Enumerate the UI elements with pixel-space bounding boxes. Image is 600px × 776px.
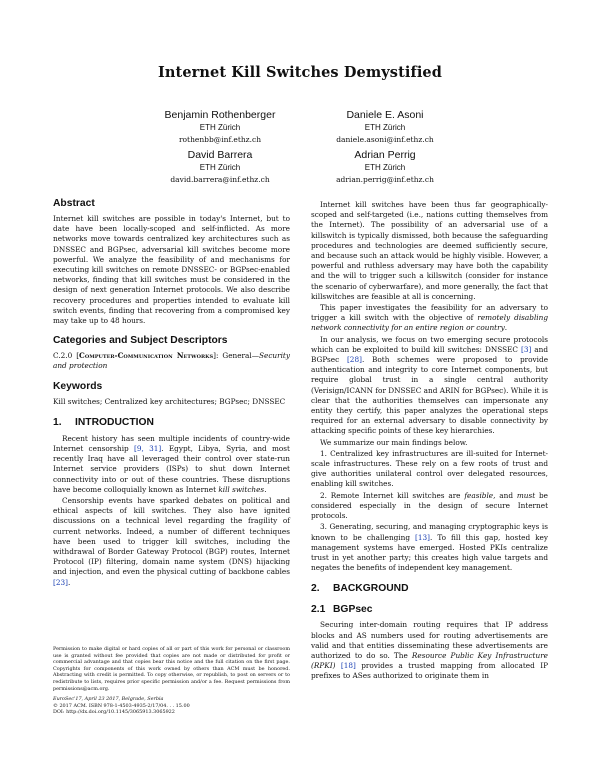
introduction-heading: 1. INTRODUCTION (53, 416, 154, 428)
author-name: Adrian Perrig (354, 149, 416, 161)
finding-item: 1. Centralized key infrastructures are ill-suited for Internet-scale infrastructures. These rely on a few roots of trust and give authorities unilateral control over delegated resources, enabling kill switches. (311, 448, 548, 489)
author-affiliation: ETH Zürich (364, 123, 406, 132)
copyright-line: © 2017 ACM. ISBN 978-1-4503-4935-2/17/04. . . 15.00 (53, 702, 190, 709)
citation-link[interactable]: [28] (346, 355, 362, 365)
intro-paragraph: Recent history has seen multiple incidents of country-wide Internet censorship [9, 31]. Egypt, Libya, Syria, and most recently Iraq have all leveraged their control over state-run Internet service providers (ISPs) to shut down Internet connectivity into or out of these countries. These disruptions have become colloquially known as Internet kill switches. (53, 433, 290, 494)
author-email: adrian.perrig@inf.ethz.ch (336, 175, 434, 184)
keywords-heading: Keywords (53, 380, 103, 392)
author-block (135, 149, 305, 185)
author-email: david.barrera@inf.ethz.ch (170, 175, 270, 184)
finding-item: 2. Remote Internet kill switches are feasible, and must be considered especially in the design of secure Internet protocols. (311, 490, 549, 521)
categories-text: C.2.0 [Computer-Communication Networks]: General—Security and protection (53, 351, 290, 371)
right-column (311, 200, 548, 683)
footnote-text: Permission to make digital or hard copies of all or part of this work for personal or classroom use is granted without fee provided that copies are not made or distributed for profit or commercial advantage and that copies bear this notice and the full citation on the first page. Copyrights for components of this work owned by others than ACM must be honored. Abstracting with credit is permitted. To copy otherwise, or republish, to post on servers or to redistribute to lists, requires prior specific permission and/or a fee. Request permissions from permissions@acm.org. (53, 646, 290, 692)
abstract-heading: Abstract (53, 198, 95, 209)
author-block (135, 109, 305, 145)
author-affiliation: ETH Zürich (199, 163, 241, 172)
author-email: daniele.asoni@inf.ethz.ch (336, 135, 434, 144)
permission-footnote (53, 646, 290, 716)
abstract-text: Internet kill switches are possible in today's Internet, but to date have been locally-scoped and self-inflicted. As more networks move towards centralized key architectures such as DNSSEC and BGPsec, adversarial kill switches become more powerful. We analyze the feasibility of and mechanisms for executing kill switches on remote DNSSEC- or BGPsec-enabled networks, finding that kill switches must be considered in the design of next generation Internet protocols. We also describe recovery procedures and properties intended to evaluate kill switch events, finding that recovering from a compromised key may take up to 48 hours. (53, 214, 290, 326)
citation-link[interactable]: [18] (340, 661, 356, 671)
body-paragraph: We summarize our main findings below. (320, 437, 468, 447)
author-email: rothenbb@inf.ethz.ch (178, 135, 262, 144)
citation-link[interactable]: [3] (520, 344, 532, 354)
author-affiliation: ETH Zürich (199, 123, 241, 132)
citation-link[interactable]: [13] (415, 532, 431, 542)
author-name: Daniele E. Asoni (346, 109, 424, 121)
background-heading: 2. BACKGROUND (311, 583, 409, 595)
citation-link[interactable]: [23] (53, 577, 68, 587)
doi-link[interactable]: DOI: http://dx.doi.org/10.1145/3065913.3065922 (53, 709, 175, 716)
body-paragraph: Internet kill switches have been thus far geographically-scoped and self-targeted (i.e., nations cutting themselves from the Internet). The possibility of an adversarial use of a killswitch is typically dismissed, both because the safeguarding procedures and technologies are deemed sufficiently secure, and because such an attack would be highly visible. However, a powerful and ruthless adversary may have both the capability and the will to trigger such a killswitch (consider for instance the scenario of cyberwarfare), and more generally, the fact that killswitches are feasible at all is concerning. (311, 200, 548, 301)
citation-link[interactable]: [9, 31] (134, 444, 162, 454)
author-name: David Barrera (187, 149, 253, 161)
intro-paragraph: Censorship events have sparked debates on political and ethical aspects of kill switches. They also have ignited discussions on a technical level regarding the fragility of current networks. Indeed, a number of different techniques have been used to trigger kill switches, including the withdrawal of Border Gateway Protocol (BGP) routes, Internet Protocol (IP) filtering, domain name system (DNS) hijacking and injection, and even the physical cutting of backbone cables [23]. (53, 496, 290, 587)
paper-title: Internet Kill Switches Demystified (158, 64, 442, 81)
body-paragraph: In our analysis, we focus on two emerging secure protocols which can be exploited to build kill switches: DNSSEC [3] and BGPsec [28]. Both schemes were proposed to provide authentication and integrity to core Internet components, but require global trust in a single central authority (Verisign/ICANN for DNSSEC and ARIN for BGPsec). While it is clear that the authorities themselves can impersonate any entity they certify, this paper analyzes the operational steps required for an external adversary to disable connectivity by attacking specific points of these key hierarchies. (311, 334, 549, 436)
bgpsec-heading: 2.1 BGPsec (311, 604, 373, 616)
finding-item: 3. Generating, securing, and managing cryptographic keys is known to be challenging [13]. To fill this gap, hosted key management systems have emerged. Hosted PKIs centralize trust in yet another party; this creates high value targets and negates the benefits of independent key management. (311, 522, 548, 573)
venue-line: EuroSec'17, April 23 2017, Belgrade, Serbia (53, 696, 164, 703)
body-paragraph: Securing inter-domain routing requires that IP address blocks and AS numbers used for routing advertisements are valid and that entities disseminating these advertisements are authorized to do so. The Resource Public Key Infrastructure (RPKI) [18] provides a trusted mapping from allocated IP prefixes to ASes authorized to originate them in (311, 620, 548, 681)
keywords-text: Kill switches; Centralized key architectures; BGPsec; DNSSEC (53, 396, 286, 406)
author-affiliation: ETH Zürich (364, 163, 406, 172)
author-block (300, 149, 470, 185)
categories-heading: Categories and Subject Descriptors (53, 335, 228, 347)
author-block (300, 109, 470, 145)
author-name: Benjamin Rothenberger (164, 109, 276, 121)
left-column (53, 198, 290, 589)
body-paragraph: This paper investigates the feasibility for an adversary to trigger a kill switch with the objective of remotely disabling network connectivity for an entire region or country. (311, 303, 548, 333)
